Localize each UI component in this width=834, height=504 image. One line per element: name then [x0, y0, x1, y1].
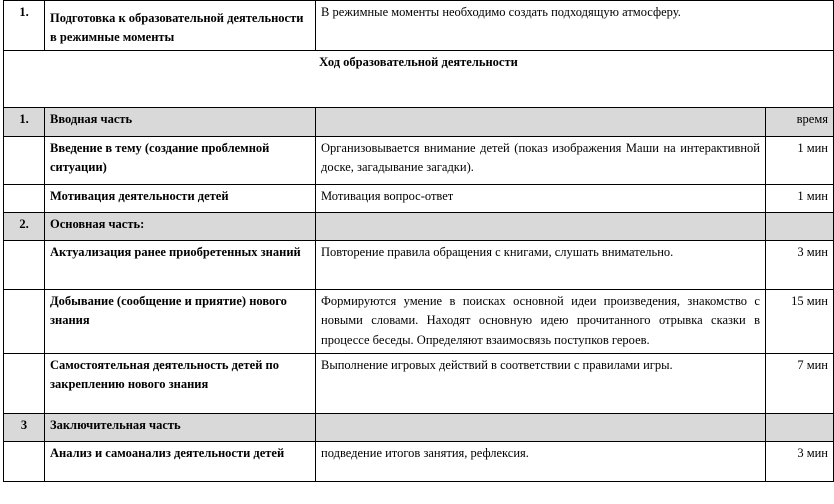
empty-cell	[4, 184, 45, 212]
empty-cell	[4, 240, 45, 289]
row-text: Выполнение игровых действий в соответствии с правилами игры.	[316, 353, 766, 413]
row-motivation	[4, 184, 834, 212]
row-time: 1 мин	[766, 184, 834, 212]
row-label: Мотивация деятельности детей	[45, 184, 316, 212]
row-text: В режимные моменты необходимо создать подходящую атмосферу.	[316, 1, 834, 51]
row-label: Введение в тему (создание проблемной ситуации)	[45, 136, 316, 184]
empty-cell	[316, 413, 766, 441]
row-time: 3 мин	[766, 240, 834, 289]
row-text: Мотивация вопрос-ответ	[316, 184, 766, 212]
row-actualization	[4, 240, 834, 289]
section-label: Заключительная часть	[45, 413, 316, 441]
row-number: 1.	[4, 1, 45, 51]
row-independent-work	[4, 353, 834, 413]
time-header: время	[766, 107, 834, 136]
empty-cell	[4, 289, 45, 353]
row-time: 3 мин	[766, 441, 834, 481]
section-intro-row	[4, 107, 834, 136]
row-time: 7 мин	[766, 353, 834, 413]
section-main-row	[4, 212, 834, 240]
section-label: Вводная часть	[45, 107, 316, 136]
course-heading: Ход образовательной деятельности	[4, 50, 834, 107]
row-text: Повторение правила обращения с книгами, слушать внимательно.	[316, 240, 766, 289]
row-new-knowledge	[4, 289, 834, 353]
empty-cell	[4, 353, 45, 413]
row-preparation	[4, 1, 834, 51]
section-final-row	[4, 413, 834, 441]
empty-cell	[316, 212, 766, 240]
row-label: Подготовка к образовательной деятельности в режимные моменты	[45, 1, 316, 51]
section-label: Основная часть:	[45, 212, 316, 240]
empty-cell	[316, 107, 766, 136]
row-time: 1 мин	[766, 136, 834, 184]
row-text: Организовывается внимание детей (показ изображения Маши на интерактивной доске, загадывание загадки).	[316, 136, 766, 184]
row-label: Добывание (сообщение и приятие) нового знания	[45, 289, 316, 353]
row-text: подведение итогов занятия, рефлексия.	[316, 441, 766, 481]
row-intro	[4, 136, 834, 184]
empty-cell	[766, 413, 834, 441]
row-text: Формируются умение в поисках основной идеи произведения, знакомство с новыми словами. Находят основную идею прочитанного отрывка сказки в процессе беседы. Определяют взаимосвязь поступков героев.	[316, 289, 766, 353]
row-course-heading	[4, 50, 834, 107]
row-label: Анализ и самоанализ деятельности детей	[45, 441, 316, 481]
section-number: 3	[4, 413, 45, 441]
section-number: 1.	[4, 107, 45, 136]
section-number: 2.	[4, 212, 45, 240]
empty-cell	[4, 136, 45, 184]
empty-cell	[4, 441, 45, 481]
row-label: Актуализация ранее приобретенных знаний	[45, 240, 316, 289]
empty-cell	[766, 212, 834, 240]
lesson-plan-table	[3, 0, 834, 482]
row-analysis	[4, 441, 834, 481]
row-time: 15 мин	[766, 289, 834, 353]
row-label: Самостоятельная деятельность детей по закреплению нового знания	[45, 353, 316, 413]
